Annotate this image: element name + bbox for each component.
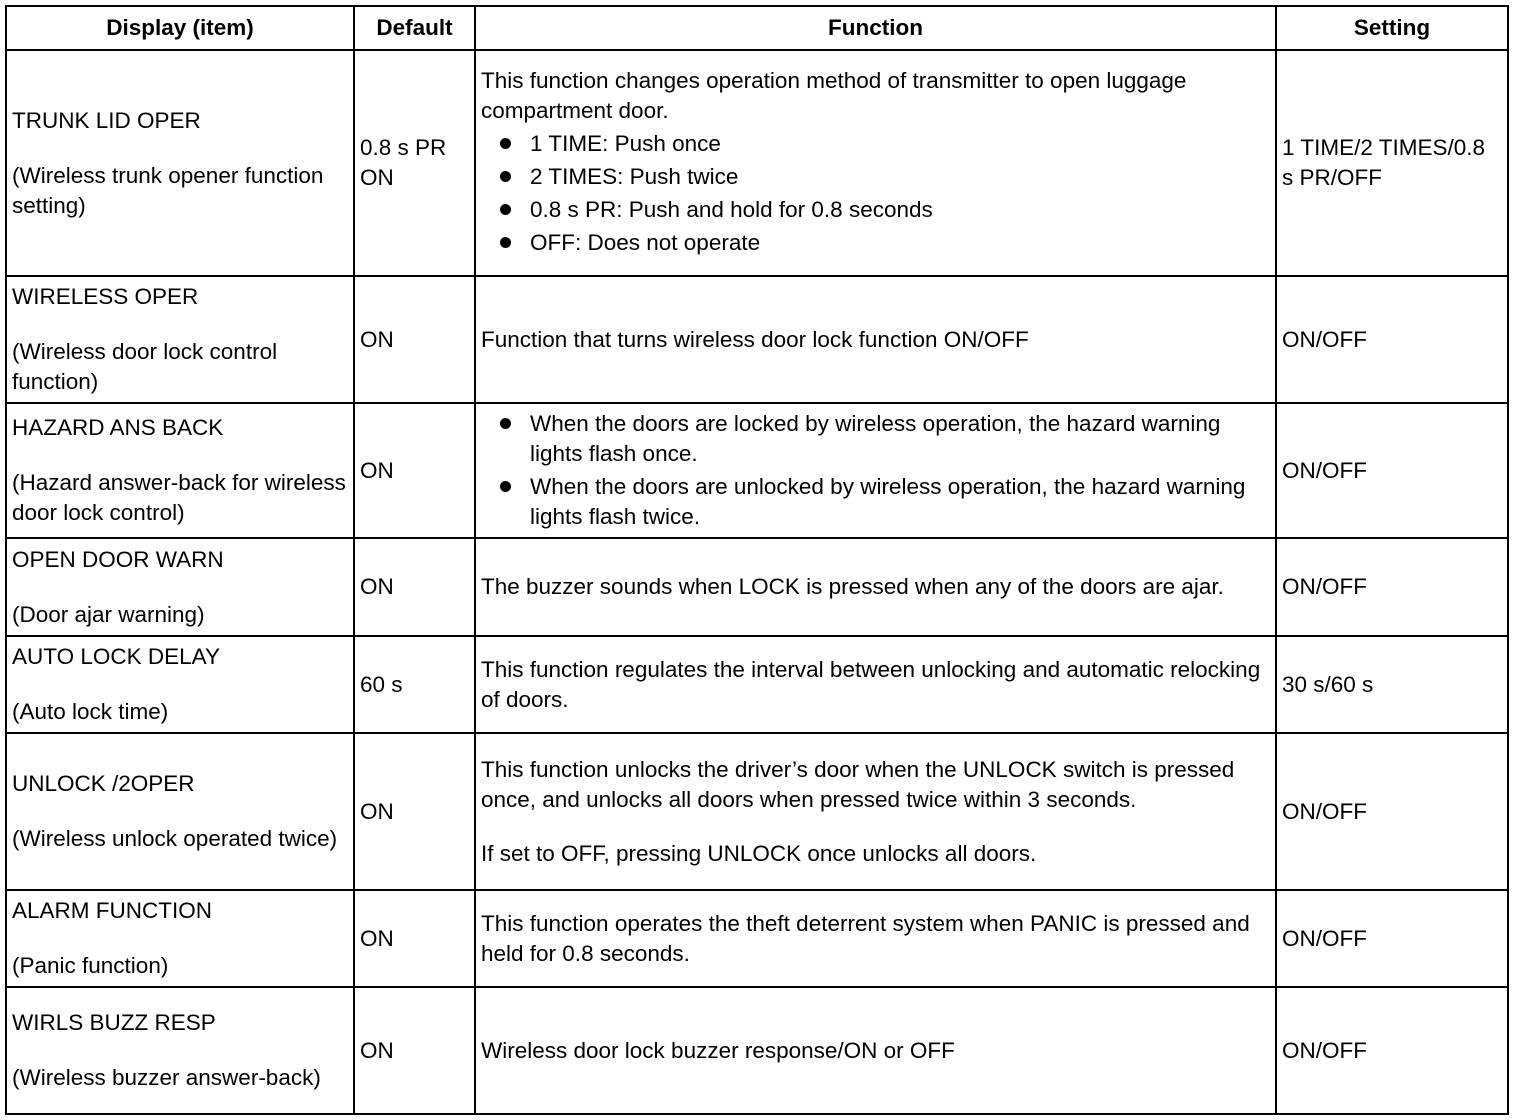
display-cell (6, 890, 354, 987)
item-name: AUTO LOCK DELAY (12, 644, 220, 669)
setting-cell: ON/OFF (1276, 987, 1508, 1114)
default-cell: 0.8 s PR ON (354, 50, 475, 276)
setting-cell: ON/OFF (1276, 733, 1508, 890)
setting-cell: ON/OFF (1276, 276, 1508, 403)
bullet-icon (500, 204, 511, 215)
bullet-icon (500, 481, 511, 492)
bullet-item: 1 TIME: Push once (500, 129, 1270, 159)
function-text: This function changes operation method of transmitter to open luggage compartment door. (481, 67, 1187, 123)
table-row (6, 276, 1508, 403)
table-row (6, 538, 1508, 636)
bullet-item: When the doors are unlocked by wireless operation, the hazard warning lights flash twice. (500, 472, 1270, 532)
table-row (6, 50, 1508, 276)
table-row (6, 890, 1508, 987)
function-cell (475, 50, 1276, 276)
display-cell (6, 733, 354, 890)
item-description: (Wireless unlock operated twice) (12, 826, 338, 851)
item-description: (Panic function) (12, 953, 169, 978)
default-cell: ON (354, 987, 475, 1114)
setting-cell: ON/OFF (1276, 890, 1508, 987)
function-cell: The buzzer sounds when LOCK is pressed when any of the doors are ajar. (475, 538, 1276, 636)
default-cell: ON (354, 538, 475, 636)
function-bullet-list (481, 409, 1270, 532)
display-cell (6, 636, 354, 733)
item-name: TRUNK LID OPER (12, 107, 201, 133)
bullet-icon (500, 138, 511, 149)
bullet-item: When the doors are locked by wireless operation, the hazard warning lights flash once. (500, 409, 1270, 469)
display-cell (6, 987, 354, 1114)
header-setting: Setting (1276, 6, 1508, 50)
table-row (6, 403, 1508, 538)
display-cell (6, 538, 354, 636)
default-cell: 60 s (354, 636, 475, 733)
bullet-icon (500, 237, 511, 248)
function-cell: Function that turns wireless door lock function ON/OFF (475, 276, 1276, 403)
setting-cell: ON/OFF (1276, 538, 1508, 636)
function-cell (475, 733, 1276, 890)
default-cell: ON (354, 403, 475, 538)
header-display: Display (item) (6, 6, 354, 50)
table-row (6, 733, 1508, 890)
bullet-icon (500, 418, 511, 429)
bullet-icon (500, 171, 511, 182)
item-description: (Wireless buzzer answer-back) (12, 1065, 321, 1090)
item-name: OPEN DOOR WARN (12, 546, 224, 572)
header-default: Default (354, 6, 475, 50)
function-text: This function unlocks the driver’s door when the UNLOCK switch is pressed once, and unlocks all doors when pressed twice within 3 seconds. (481, 756, 1235, 812)
item-name: HAZARD ANS BACK (12, 415, 224, 440)
bullet-item: 0.8 s PR: Push and hold for 0.8 seconds (500, 195, 1270, 225)
default-cell: ON (354, 276, 475, 403)
function-cell: This function operates the theft deterrent system when PANIC is pressed and held for 0.8 seconds. (475, 890, 1276, 987)
item-description: (Hazard answer-back for wireless door lock control) (12, 470, 346, 525)
header-row (6, 6, 1508, 50)
display-cell (6, 403, 354, 538)
table-row (6, 636, 1508, 733)
function-bullet-list (481, 129, 1270, 258)
setting-cell: ON/OFF (1276, 403, 1508, 538)
item-description: (Auto lock time) (12, 699, 169, 724)
display-cell (6, 276, 354, 403)
item-name: ALARM FUNCTION (12, 898, 213, 923)
display-cell (6, 50, 354, 276)
default-cell: ON (354, 890, 475, 987)
item-name: WIRLS BUZZ RESP (12, 1010, 216, 1035)
bullet-item: 2 TIMES: Push twice (500, 162, 1270, 192)
item-description: (Wireless door lock control function) (12, 339, 278, 394)
function-cell: Wireless door lock buzzer response/ON or OFF (475, 987, 1276, 1114)
function-cell (475, 403, 1276, 538)
header-function: Function (475, 6, 1276, 50)
item-description: (Wireless trunk opener function setting) (12, 162, 324, 218)
table-row (6, 987, 1508, 1114)
item-description: (Door ajar warning) (12, 601, 205, 627)
function-text-note: If set to OFF, pressing UNLOCK once unlocks all doors. (481, 840, 1037, 866)
settings-table (5, 5, 1509, 1115)
setting-cell: 1 TIME/2 TIMES/0.8 s PR/OFF (1276, 50, 1508, 276)
settings-table-container (5, 5, 1509, 1115)
bullet-item: OFF: Does not operate (500, 228, 1270, 258)
function-cell: This function regulates the interval between unlocking and automatic relocking of doors. (475, 636, 1276, 733)
default-cell: ON (354, 733, 475, 890)
item-name: UNLOCK /2OPER (12, 771, 195, 796)
setting-cell: 30 s/60 s (1276, 636, 1508, 733)
item-name: WIRELESS OPER (12, 284, 199, 309)
